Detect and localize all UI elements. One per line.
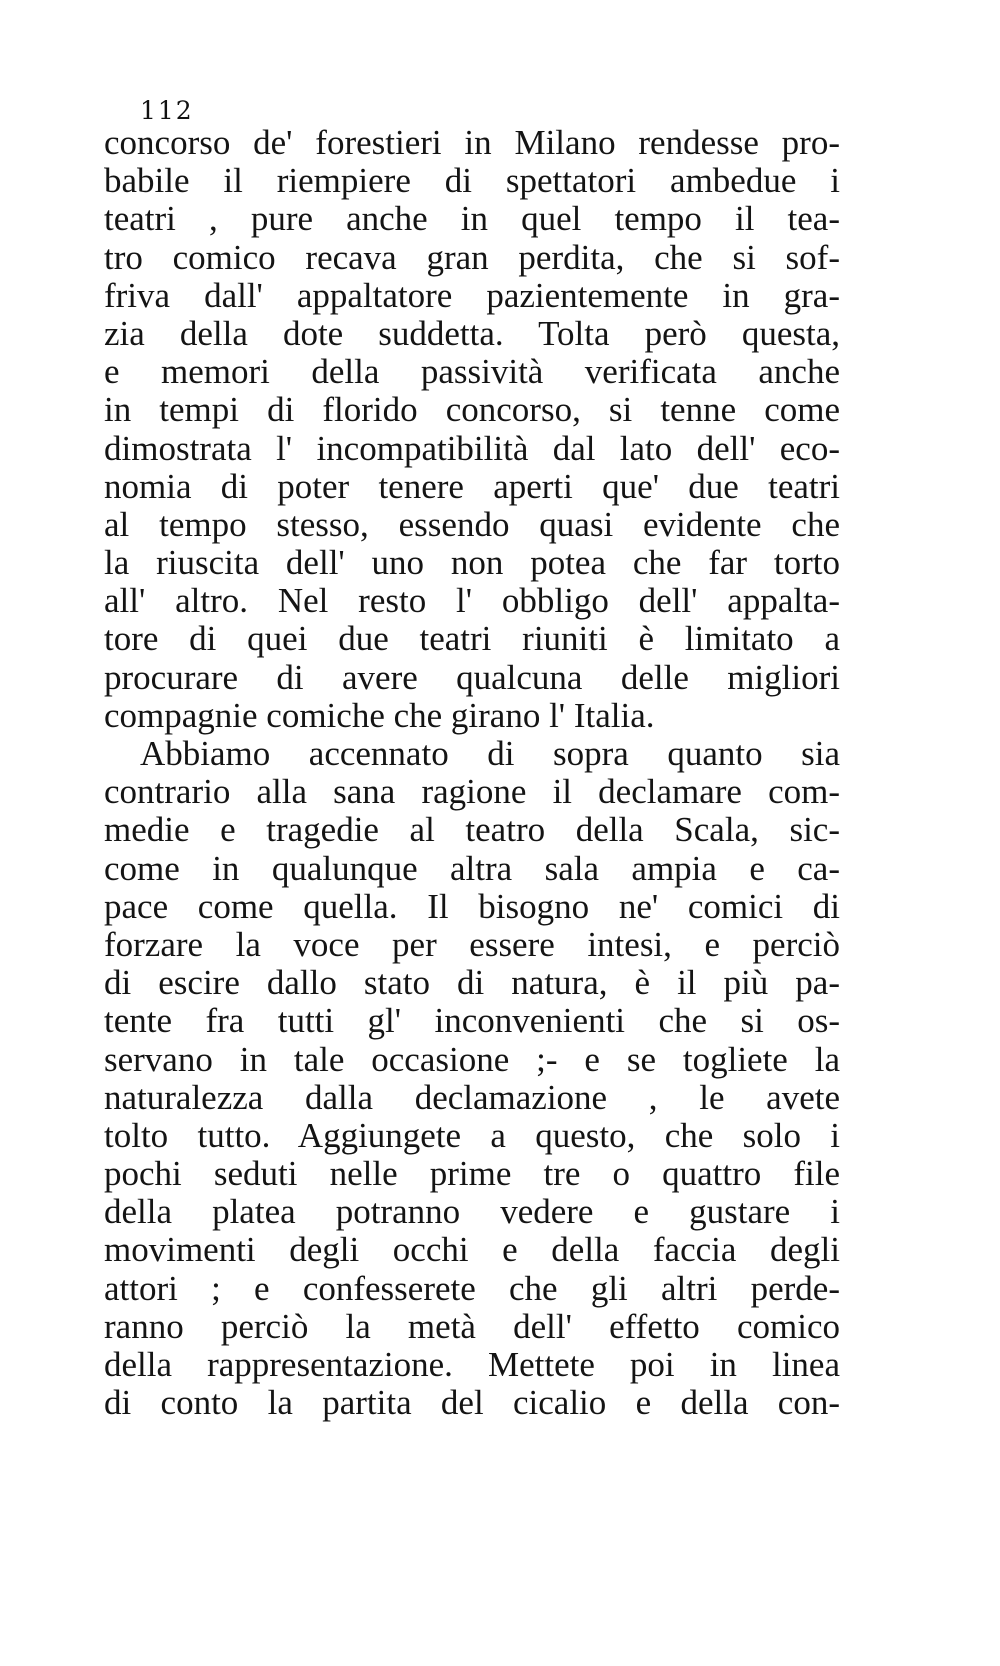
text-line: tore di quei due teatri riuniti è limitato a (104, 619, 840, 659)
paragraph-1 (104, 124, 840, 735)
text-line: dimostrata l' incompatibilità dal lato dell' eco- (104, 428, 840, 468)
text-line: di conto la partita del cicalio e della con- (104, 1383, 840, 1423)
text-line: ranno perciò la metà dell' effetto comico (104, 1306, 840, 1346)
text-line: zia della dote suddetta. Tolta però questa, (104, 313, 840, 353)
text-line: al tempo stesso, essendo quasi evidente che (104, 504, 840, 544)
text-line: in tempi di florido concorso, si tenne come (104, 390, 840, 430)
page-number: 112 (140, 96, 194, 125)
text-line: procurare di avere qualcuna delle migliori (104, 657, 840, 697)
text-line: e memori della passività verificata anche (104, 352, 840, 392)
text-line: pochi seduti nelle prime tre o quattro file (104, 1154, 840, 1194)
text-line: della platea potranno vedere e gustare i (104, 1192, 840, 1232)
text-line: della rappresentazione. Mettete poi in linea (104, 1345, 840, 1384)
text-line: tro comico recava gran perdita, che si sof- (104, 237, 840, 277)
body-text (104, 124, 840, 1422)
text-line: naturalezza dalla declamazione , le avete (104, 1077, 840, 1117)
text-line: forzare la voce per essere intesi, e perciò (104, 924, 840, 964)
text-line: friva dall' appaltatore pazientemente in gra- (104, 275, 840, 315)
text-line: concorso de' forestieri in Milano rendesse pro- (104, 123, 840, 162)
text-line: pace come quella. Il bisogno ne' comici di (104, 886, 840, 926)
text-line: tolto tutto. Aggiungete a questo, che solo i (104, 1115, 840, 1155)
text-line: attori ; e confesserete che gli altri perde- (104, 1268, 840, 1308)
text-line: compagnie comiche che girano l' Italia. (104, 695, 655, 735)
text-line: babile il riempiere di spettatori ambedue i (104, 161, 840, 201)
text-line: tente fra tutti gl' inconvenienti che si os- (104, 1001, 840, 1041)
text-line: di escire dallo stato di natura, è il più pa- (104, 963, 840, 1003)
text-line: servano in tale occasione ;- e se togliete la (104, 1039, 840, 1079)
text-line: all' altro. Nel resto l' obbligo dell' appalta- (104, 581, 840, 621)
text-line: nomia di poter tenere aperti que' due teatri (104, 466, 840, 506)
text-line: medie e tragedie al teatro della Scala, sic- (104, 810, 840, 850)
text-line: come in qualunque altra sala ampia e ca- (104, 848, 840, 888)
text-line: contrario alla sana ragione il declamare com- (104, 772, 840, 812)
text-line: movimenti degli occhi e della faccia degli (104, 1230, 840, 1270)
text-line: Abbiamo accennato di sopra quanto sia (140, 734, 840, 773)
paragraph-2 (104, 735, 840, 1422)
text-line: teatri , pure anche in quel tempo il tea- (104, 199, 840, 239)
text-line: la riuscita dell' uno non potea che far torto (104, 543, 840, 583)
